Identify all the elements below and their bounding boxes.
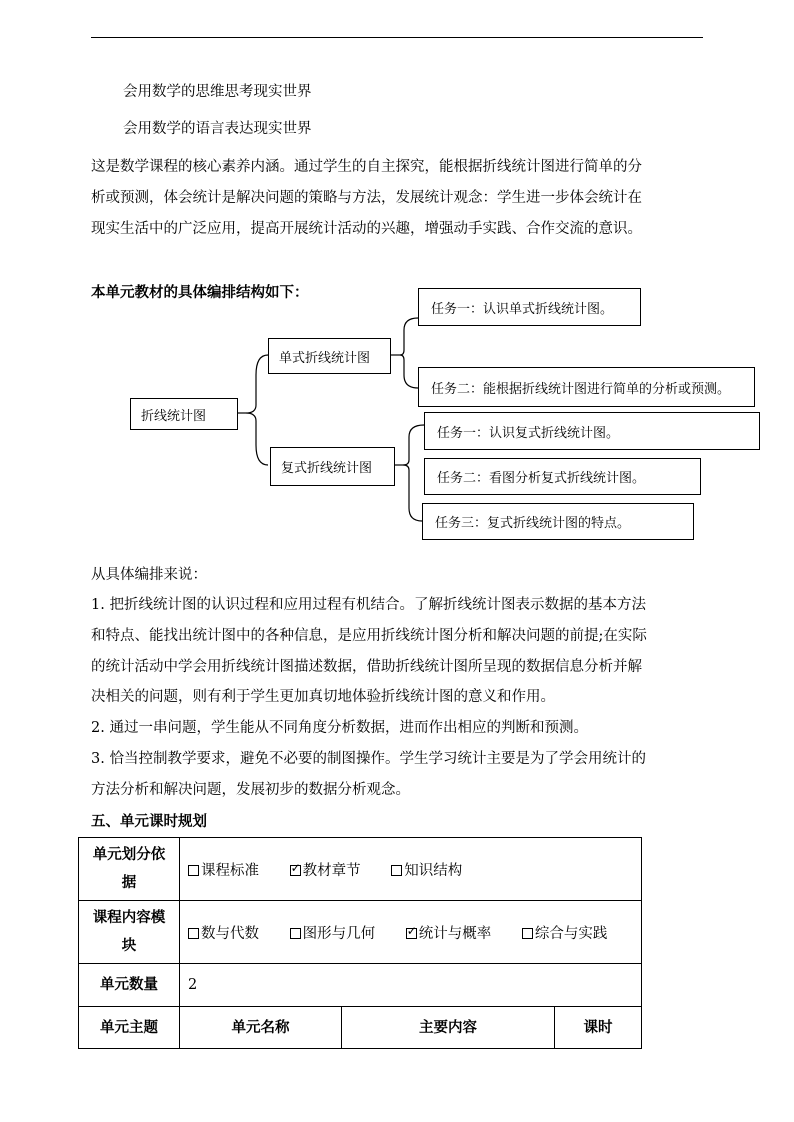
- arrangement-line: 1. 把折线统计图的认识过程和应用过程有机结合。了解折线统计图表示数据的基本方法: [91, 597, 646, 613]
- task-box: [424, 412, 760, 450]
- option-label: 教材章节: [302, 862, 361, 879]
- connector: [400, 318, 418, 388]
- unit-plan-table: [78, 837, 642, 1049]
- row-label: 单元数量: [79, 964, 180, 1007]
- row-label-line: 单元划分依: [92, 847, 166, 863]
- branch-multi-line: [270, 447, 395, 486]
- table-row: [79, 838, 642, 901]
- table-row: [79, 901, 642, 964]
- arrangement-heading: 从具体编排来说：: [91, 567, 207, 583]
- option-label: 知识结构: [404, 862, 463, 879]
- table-header-row: [79, 1007, 642, 1049]
- arrangement-line: 2. 通过一串问题，学生能从不同角度分析数据，进而作出相应的判断和预测。: [91, 720, 588, 736]
- option-curriculum-standard[interactable]: [188, 859, 259, 880]
- option-label: 综合与实践: [534, 925, 608, 942]
- task-label: 任务三：复式折线统计图的特点。: [435, 516, 631, 531]
- header-cell: 主要内容: [342, 1007, 555, 1049]
- header-cell: 单元名称: [180, 1007, 342, 1049]
- branch-single-line: [268, 338, 391, 374]
- section5-heading: 五、单元课时规划: [91, 814, 207, 830]
- task-label: 任务一：认识复式折线统计图。: [437, 425, 620, 441]
- checkbox-icon[interactable]: [522, 928, 533, 939]
- option-label: 数与代数: [201, 925, 259, 942]
- task-box: [422, 503, 694, 540]
- intro-para-line: 析或预测，体会统计是解决问题的策略与方法，发展统计观念：学生进一步体会统计在: [91, 190, 642, 206]
- intro-para-line: 这是数学课程的核心素养内涵。通过学生的自主探究，能根据折线统计图进行简单的分: [91, 159, 642, 175]
- task-label: 任务一：认识单式折线统计图。: [431, 301, 614, 317]
- arrangement-line: 3. 恰当控制教学要求，避免不必要的制图操作。学生学习统计主要是为了学会用统计的: [91, 751, 646, 767]
- unit-count-value: 2: [180, 964, 642, 1007]
- checkbox-icon[interactable]: [188, 865, 199, 876]
- task-label: 任务二：能根据折线统计图进行简单的分析或预测。: [431, 381, 731, 397]
- option-textbook-chapter[interactable]: [290, 859, 361, 880]
- row-label-line: 块: [121, 938, 137, 954]
- options-cell: [180, 901, 642, 964]
- header-cell: 单元主题: [79, 1007, 180, 1049]
- structure-heading: 本单元教材的具体编排结构如下：: [91, 285, 309, 301]
- arrangement-line: 的统计活动中学会用折线统计图描述数据，借助折线统计图所呈现的数据信息分析并解: [91, 659, 642, 675]
- options-cell: [180, 838, 642, 901]
- option-label: 统计与概率: [418, 925, 492, 942]
- arrangement-line: 决相关的问题，则有利于学生更加真切地体验折线统计图的意义和作用。: [91, 689, 555, 705]
- branch-label: 单式折线统计图: [279, 350, 371, 366]
- connector: [246, 355, 268, 465]
- header-cell: 课时: [555, 1007, 642, 1049]
- intro-line-2: 会用数学的语言表达现实世界: [123, 121, 312, 137]
- option-label: 课程标准: [201, 862, 259, 879]
- row-label: [79, 901, 180, 964]
- task-box: [418, 288, 641, 326]
- row-label-line: 据: [121, 875, 137, 891]
- option-practice[interactable]: [522, 922, 608, 943]
- connector: [403, 425, 424, 521]
- root-node-label: 折线统计图: [141, 408, 207, 424]
- root-node: [130, 398, 238, 430]
- checkbox-icon[interactable]: [391, 865, 402, 876]
- intro-line-1: 会用数学的思维思考现实世界: [123, 84, 312, 100]
- checkbox-icon[interactable]: [290, 928, 301, 939]
- arrangement-line: 方法分析和解决问题，发展初步的数据分析观念。: [91, 782, 410, 798]
- task-box: [418, 367, 755, 407]
- option-statistics-probability[interactable]: [406, 922, 492, 943]
- table-row: [79, 964, 642, 1007]
- option-numbers-algebra[interactable]: [188, 922, 259, 943]
- arrangement-line: 和特点、能找出统计图中的各种信息，是应用折线统计图分析和解决问题的前提;在实际: [91, 628, 647, 644]
- row-label: [79, 838, 180, 901]
- option-geometry[interactable]: [290, 922, 376, 943]
- task-box: [424, 458, 701, 495]
- task-label: 任务二：看图分析复式折线统计图。: [437, 471, 646, 486]
- checkbox-checked-icon[interactable]: [290, 865, 301, 876]
- option-label: 图形与几何: [302, 925, 376, 942]
- option-knowledge-structure[interactable]: [391, 859, 462, 880]
- branch-label: 复式折线统计图: [281, 461, 373, 476]
- intro-para-line: 现实生活中的广泛应用，提高开展统计活动的兴趣，增强动手实践、合作交流的意识。: [91, 221, 642, 237]
- row-label-line: 课程内容模: [92, 910, 166, 926]
- checkbox-checked-icon[interactable]: [406, 928, 417, 939]
- checkbox-icon[interactable]: [188, 928, 199, 939]
